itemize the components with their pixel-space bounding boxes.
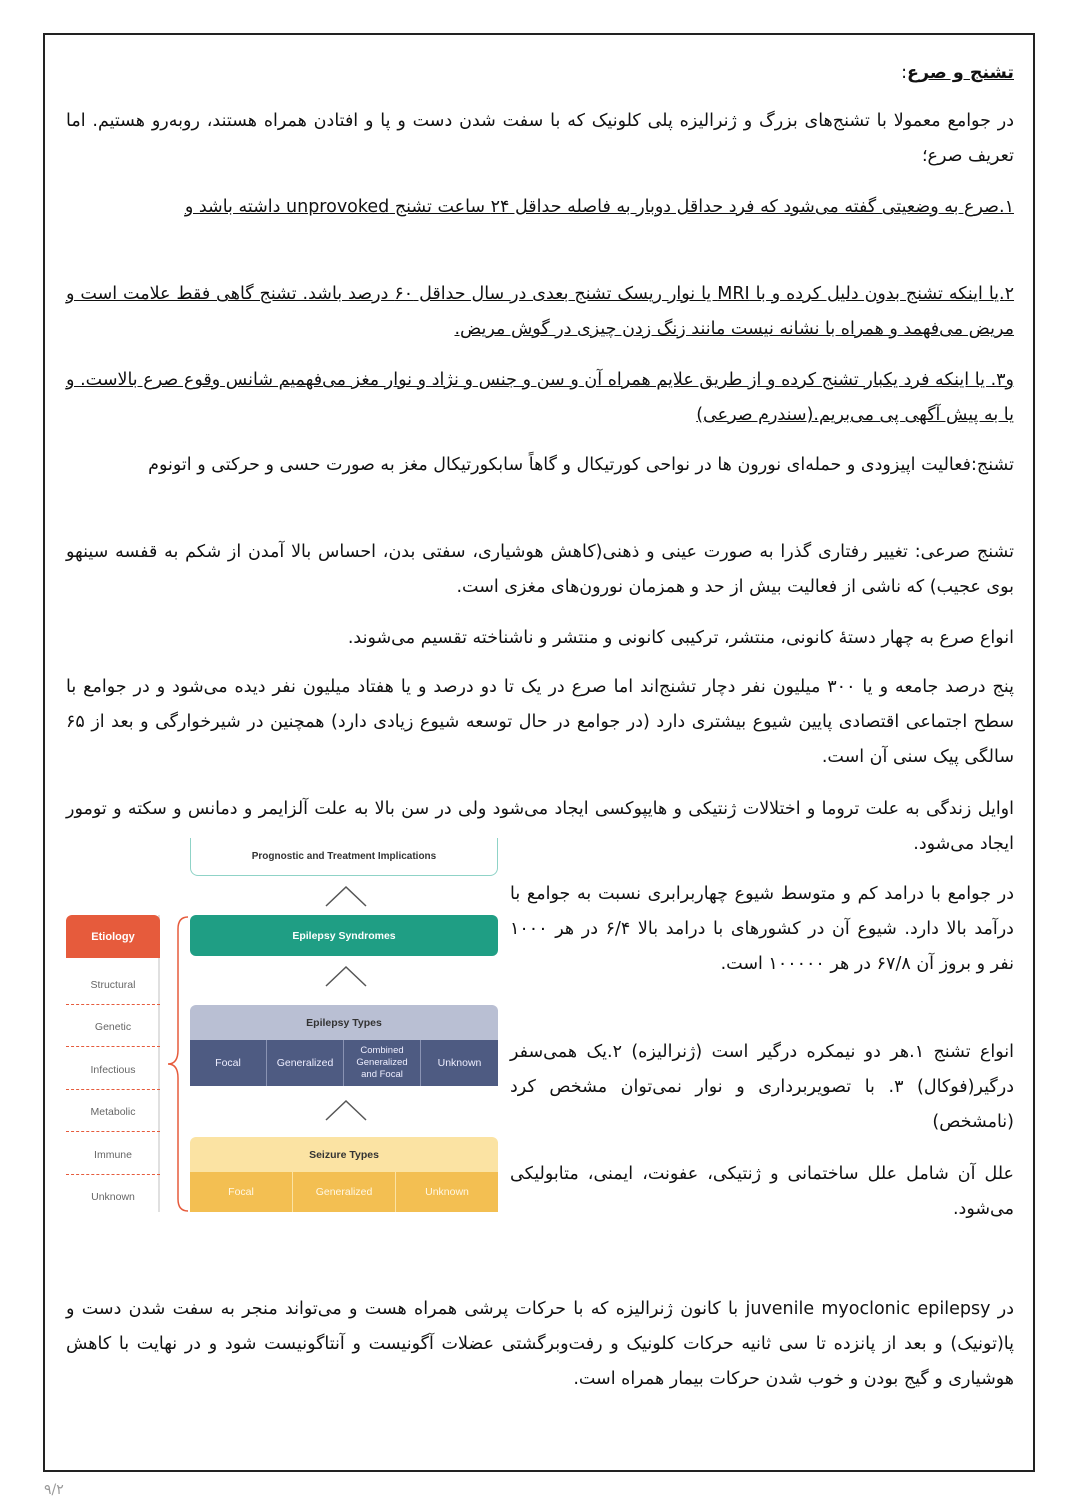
epilepsy-classification-figure bbox=[66, 838, 498, 1216]
paragraph-text: تشنج:فعالیت اپیزودی و حمله‌ای نورون ها در نواحی کورتیکال و گاهاً سابکورتیکال مغز به صورت حسی و حرکتی و اتونوم bbox=[148, 455, 1014, 475]
paragraph-text: پنج درصد جامعه و یا ۳۰۰ میلیون نفر دچار تشنج‌اند اما صرع در یک تا دو درصد و یا هفتاد میلیون نفر دیده می‌شود و در جوامع با سطح اجتماعی اقتصادی پایین شیوع بیشتری دارد (در جوامع در حال توسعه شیوع زیادی دارد) همچنین در شیرخوارگی و بعد از ۶۵ سالگی پیک سنی آن است. bbox=[66, 677, 1014, 767]
etiology-genetic: Genetic bbox=[66, 1007, 160, 1047]
epilepsy-type-generalized: Generalized bbox=[267, 1040, 344, 1086]
seizure-type-unknown: Unknown bbox=[425, 1186, 469, 1198]
paragraph-text: در juvenile myoclonic epilepsy با کانون ژنرالیزه که با حرکات پرشی همراه هست و می‌تواند منجر به سفت شدن دست و پا(تونیک) و بعد از پانزده تا سی ثانیه حرکات کلونیک و رفت‌وبرگشتی عضلات آگونیست و آنتاگونیست شود و در نهایت با کاهش هوشیاری و گیج بودن و خوب شدن حرکات بیمار همراه است. bbox=[66, 1299, 1014, 1389]
paragraph-intro bbox=[66, 104, 1014, 174]
epilepsy-types-header: Epilepsy Types bbox=[190, 1005, 498, 1040]
paragraph-definition-1 bbox=[66, 190, 1014, 225]
title-colon: : bbox=[901, 63, 908, 83]
paragraph-text: علل آن شامل علل ساختمانی و ژنتیکی، عفونت، ایمنی، متابولیکی می‌شود. bbox=[510, 1164, 1014, 1219]
paragraph-definition-3 bbox=[66, 363, 1014, 433]
paragraph-income bbox=[510, 877, 1014, 982]
up-arrow-icon bbox=[324, 1098, 368, 1122]
epilepsy-syndromes-box: Epilepsy Syndromes bbox=[190, 915, 498, 956]
epilepsy-types-row bbox=[190, 1040, 498, 1086]
paragraph-text: انواع تشنج ۱.هر دو نیمکره درگیر است (ژنرالیزه) ۲.یک همی‌سفر درگیر(فوکال) ۳. با تصویربرداری و نوار نمی‌توان مشخص کرد (نامشخص) bbox=[510, 1042, 1015, 1132]
paragraph-jme bbox=[66, 1292, 1014, 1397]
up-arrow-icon bbox=[324, 964, 368, 988]
up-arrow-icon bbox=[324, 884, 368, 908]
epilepsy-type-focal: Focal bbox=[190, 1040, 267, 1086]
title-text: تشنج و صرع bbox=[907, 63, 1014, 83]
seizure-type-generalized: Generalized bbox=[293, 1172, 396, 1212]
paragraph-seizure-kinds bbox=[510, 1035, 1014, 1140]
section-title bbox=[66, 56, 1014, 91]
paragraph-text: در جوامع با درامد کم و متوسط شیوع چهاربرابری نسبت به جوامع با درآمد بالا دارد. شیوع آن در کشورهای با درامد بالا ۶/۴ در هر ۱۰۰۰ نفر و بروز آن ۶۷/۸ در هر ۱۰۰۰۰۰ است. bbox=[510, 884, 1014, 974]
epilepsy-type-unknown: Unknown bbox=[437, 1057, 482, 1069]
etiology-metabolic: Metabolic bbox=[66, 1092, 160, 1132]
etiology-column bbox=[66, 915, 160, 1212]
epilepsy-type-combined: Combined Generalized and Focal bbox=[344, 1040, 421, 1086]
etiology-structural: Structural bbox=[66, 965, 160, 1005]
paragraph-text: ۲.یا اینکه تشنج بدون دلیل کرده و با MRI یا نوار ریسک تشنج بعدی در سال حداقل ۶۰ درصد باشد. تشنج گاهی فقط علامت است و مریض می‌فهمد و همراه با نشانه نیست مانند زنگ زدن چیزی در گوش مریض. bbox=[66, 284, 1015, 339]
paragraph-text: تشنج صرعی: تغییر رفتاری گذرا به صورت عینی و ذهنی(کاهش هوشیاری، سفتی بدن، احساس بالا آمدن از شکم به قفسه سینهو بوی عجیب) که ناشی از فعالیت بیش از حد و همزمان نورون‌های مغزی است. bbox=[66, 542, 1014, 597]
paragraph-definition-2 bbox=[66, 277, 1014, 347]
paragraph-etiology bbox=[510, 1157, 1014, 1227]
paragraph-prevalence bbox=[66, 670, 1014, 775]
paragraph-text: انواع صرع به چهار دستهٔ کانونی، منتشر، ترکیبی کانونی و منتشر و ناشناخته تقسیم می‌شوند. bbox=[347, 628, 1014, 648]
etiology-unknown: Unknown bbox=[91, 1191, 135, 1203]
paragraph-text: ۱.صرع به وضعیتی گفته می‌شود که فرد حداقل دوبار به فاصله حداقل ۲۴ ساعت تشنج unprovoked داشته باشد و bbox=[184, 197, 1014, 217]
page-number: ۹/۲ bbox=[44, 1482, 64, 1498]
seizure-types-row bbox=[190, 1172, 498, 1212]
seizure-type-focal: Focal bbox=[190, 1172, 293, 1212]
paragraph-text: و۳. یا اینکه فرد یکبار تشنج کرده و از طریق علایم همراه آن و سن و جنس و نژاد و نوار مغز می‌فهمیم شانس وقوع صرع بالاست. و یا به پیش آگهی پی می‌بریم.(سندرم صرعی) bbox=[66, 370, 1014, 425]
etiology-immune: Immune bbox=[66, 1135, 160, 1175]
paragraph-epileptic-seizure bbox=[66, 535, 1014, 605]
prognostic-box: Prognostic and Treatment Implications bbox=[190, 838, 498, 876]
seizure-types-header: Seizure Types bbox=[190, 1137, 498, 1172]
paragraph-text: اوایل زندگی به علت تروما و اختلالات ژنتیکی و هایپوکسی ایجاد می‌شود ولی در سن بالا به علت آلزایمر و دمانس و سکته و تومور ایجاد می‌شود. bbox=[66, 799, 1014, 854]
etiology-header: Etiology bbox=[66, 915, 160, 958]
etiology-infectious: Infectious bbox=[66, 1050, 160, 1090]
paragraph-text: در جوامع معمولا با تشنج‌های بزرگ و ژنرالیزه پلی کلونیک که با سفت شدن دست و پا و افتادن همراه هستند، روبه‌رو هستیم. اما تعریف صرع؛ bbox=[66, 111, 1014, 166]
paragraph-epilepsy-types bbox=[66, 621, 1014, 656]
etiology-bracket bbox=[166, 915, 190, 1213]
paragraph-seizure-def bbox=[66, 448, 1014, 483]
